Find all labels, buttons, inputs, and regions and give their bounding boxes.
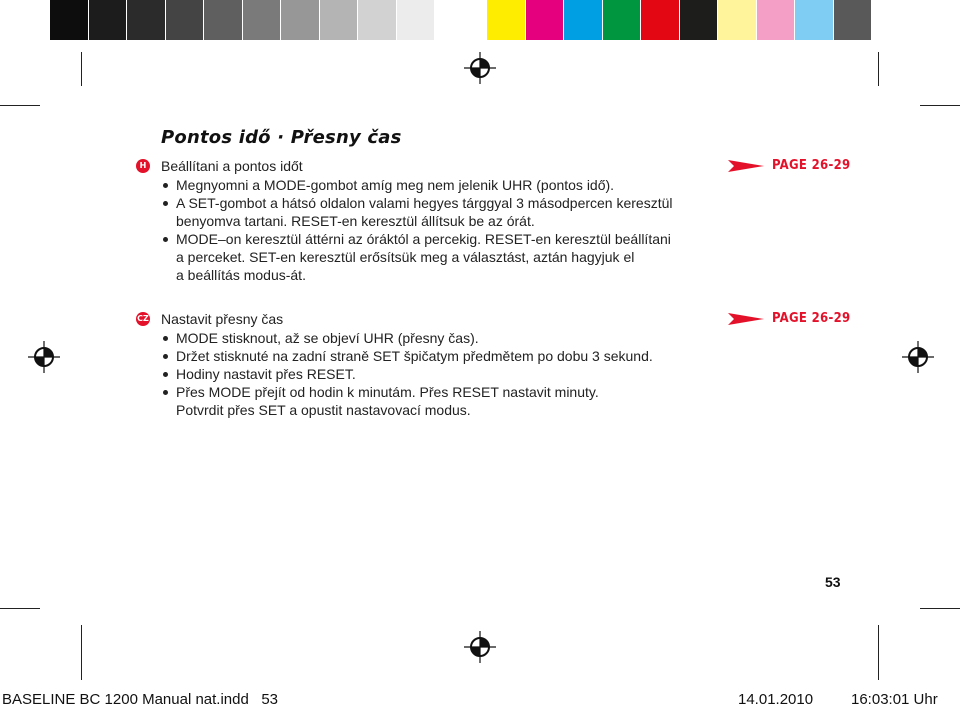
registration-mark-icon — [902, 341, 934, 373]
arrow-right-icon — [728, 312, 764, 326]
color-swatch — [166, 0, 205, 40]
list-item: benyomva tartani. RESET-en keresztül állítsuk be az órát. — [176, 213, 535, 229]
crop-mark — [920, 105, 960, 106]
section-heading-cz: Nastavit přesny čas — [161, 311, 284, 327]
color-swatch — [526, 0, 565, 40]
color-swatch — [50, 0, 89, 40]
list-item: MODE stisknout, až se objeví UHR (přesny čas). — [161, 329, 653, 347]
color-swatch — [320, 0, 359, 40]
page-number: 53 — [825, 574, 841, 590]
list-item: Hodiny nastavit přes RESET. — [161, 365, 653, 383]
list-item: A SET-gombot a hátsó oldalon valami hegyes tárggyal 3 másodpercen keresztül — [161, 194, 673, 212]
list-item: MODE–on keresztül áttérni az óráktól a percekig. RESET-en keresztül beállítani — [161, 230, 673, 248]
page-reference-label: PAGE 26-29 — [772, 311, 851, 326]
list-item: Držet stisknuté na zadní straně SET špičatym předmětem po dobu 3 sekund. — [161, 347, 653, 365]
crop-mark — [0, 105, 40, 106]
crop-mark — [81, 52, 82, 86]
crop-mark — [81, 625, 82, 680]
color-swatch — [358, 0, 397, 40]
color-swatch — [204, 0, 243, 40]
language-badge-h: H — [136, 159, 150, 173]
footer-file-name: BASELINE BC 1200 Manual nat.indd 53 — [2, 691, 279, 708]
color-swatch — [564, 0, 603, 40]
list-item: Megnyomni a MODE-gombot amíg meg nem jelenik UHR (pontos idő). — [161, 176, 673, 194]
color-swatch — [757, 0, 796, 40]
crop-mark — [920, 608, 960, 609]
list-item: a beállítás modus-át. — [176, 267, 306, 283]
crop-mark — [0, 608, 40, 609]
registration-mark-icon — [28, 341, 60, 373]
color-swatch — [281, 0, 320, 40]
page-reference-label: PAGE 26-29 — [772, 158, 851, 173]
registration-mark-icon — [464, 631, 496, 663]
instruction-list-h — [161, 176, 673, 284]
registration-mark-icon — [464, 52, 496, 84]
list-item: a perceket. SET-en keresztül erősítsük meg a választást, aztán hagyjuk el — [176, 249, 635, 265]
color-swatch — [603, 0, 642, 40]
color-swatch — [89, 0, 128, 40]
language-badge-cz: CZ — [136, 312, 150, 326]
page-title: Pontos idő · Přesny čas — [161, 127, 402, 148]
color-swatch — [397, 0, 436, 40]
color-swatch — [127, 0, 166, 40]
process-color-bar — [487, 0, 872, 40]
crop-mark — [878, 52, 879, 86]
color-swatch — [680, 0, 719, 40]
instruction-list-cz — [161, 329, 653, 419]
color-swatch — [487, 0, 526, 40]
page-reference-cz — [728, 311, 851, 326]
footer-time: 16:03:01 Uhr — [851, 691, 938, 708]
list-item: Přes MODE přejít od hodin k minutám. Přes RESET nastavit minuty. — [161, 383, 653, 401]
section-heading-h: Beállítani a pontos időt — [161, 158, 303, 174]
color-swatch — [641, 0, 680, 40]
page-reference-h — [728, 158, 851, 173]
list-item: Potvrdit přes SET a opustit nastavovací modus. — [176, 402, 471, 418]
arrow-right-icon — [728, 159, 764, 173]
crop-mark — [878, 625, 879, 680]
color-swatch — [243, 0, 282, 40]
color-swatch — [795, 0, 834, 40]
grayscale-color-bar — [50, 0, 435, 40]
footer-date: 14.01.2010 — [738, 691, 814, 708]
color-swatch — [718, 0, 757, 40]
color-swatch — [834, 0, 873, 40]
